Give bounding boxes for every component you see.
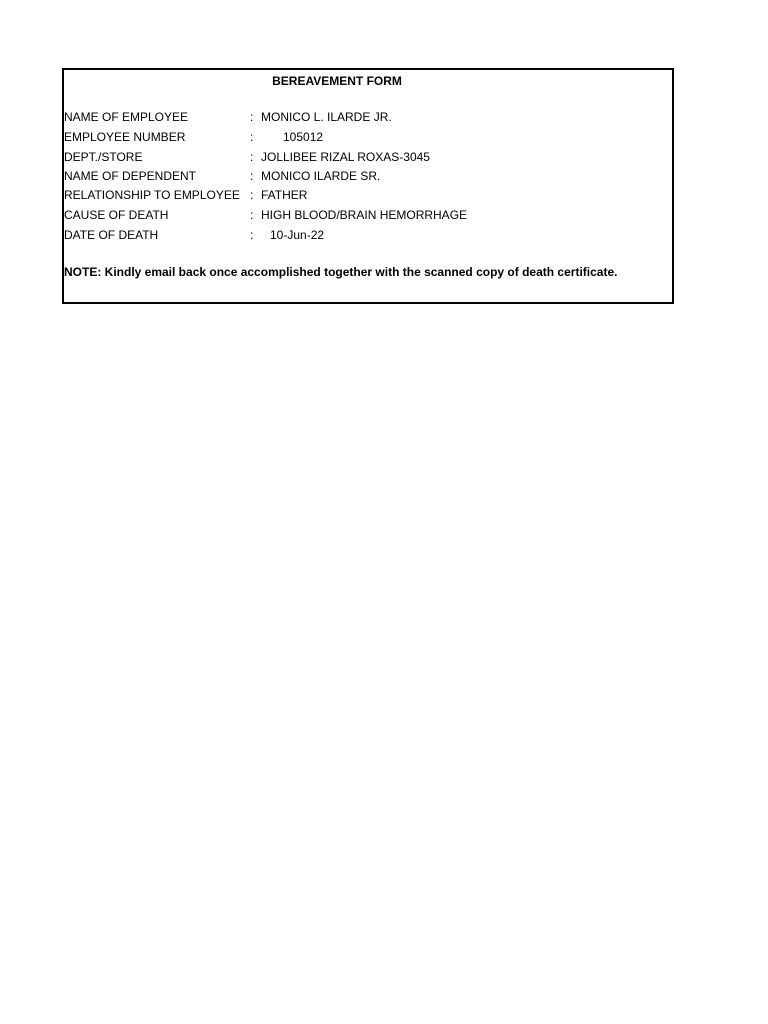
field-value: MONICO ILARDE SR. (261, 169, 381, 183)
field-value: 10-Jun-22 (270, 228, 325, 242)
field-label: NAME OF EMPLOYEE (64, 110, 189, 124)
form-note: NOTE: Kindly email back once accomplished together with the scanned copy of death certificate. (64, 265, 618, 279)
field-colon: : (250, 188, 254, 202)
field-colon: : (250, 228, 254, 242)
field-colon: : (250, 150, 254, 164)
field-label: DEPT./STORE (64, 150, 143, 164)
field-colon: : (250, 169, 254, 183)
field-value: HIGH BLOOD/BRAIN HEMORRHAGE (261, 208, 468, 222)
field-label: RELATIONSHIP TO EMPLOYEE (64, 188, 240, 202)
field-value: 105012 (283, 130, 324, 144)
field-value: JOLLIBEE RIZAL ROXAS-3045 (261, 150, 430, 164)
field-label: NAME OF DEPENDENT (64, 169, 197, 183)
field-colon: : (250, 130, 254, 144)
field-value: FATHER (261, 188, 308, 202)
field-label: EMPLOYEE NUMBER (64, 130, 186, 144)
field-colon: : (250, 208, 254, 222)
form-title: BEREAVEMENT FORM (272, 74, 402, 88)
field-label: CAUSE OF DEATH (64, 208, 169, 222)
field-label: DATE OF DEATH (64, 228, 159, 242)
bereavement-form (62, 68, 674, 304)
field-value: MONICO L. ILARDE JR. (261, 110, 392, 124)
field-colon: : (250, 110, 254, 124)
